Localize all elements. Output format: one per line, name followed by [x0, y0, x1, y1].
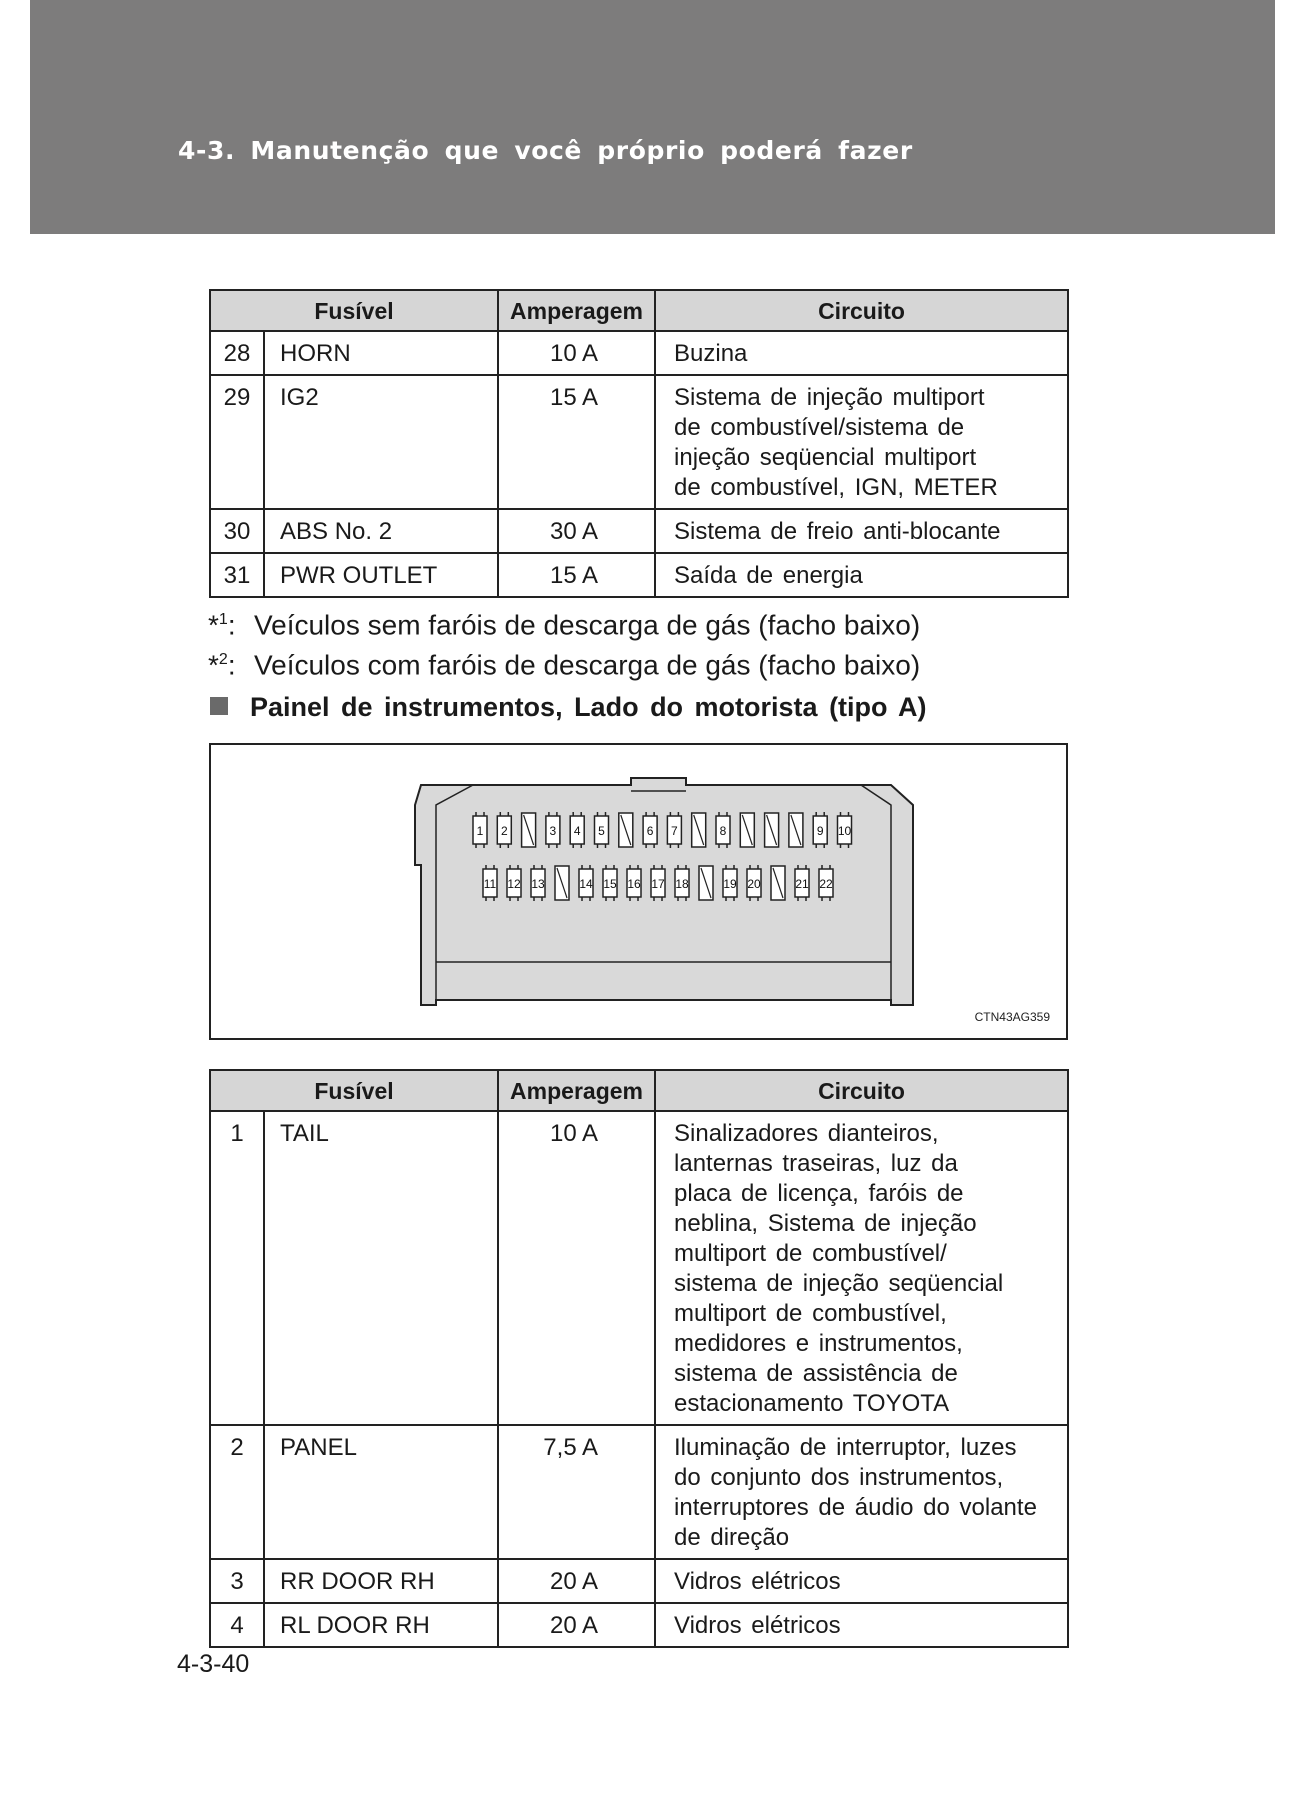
circuit-line: lanternas traseiras, luz da [674, 1150, 958, 1177]
fuse-circuit [655, 375, 1068, 509]
fuse-slot-label: 12 [507, 877, 521, 891]
footnote-text: Veículos com faróis de descarga de gás (facho baixo) [254, 649, 921, 681]
circuit-line: medidores e instrumentos, [674, 1330, 963, 1357]
fuse-slot [483, 865, 497, 901]
fuse-slot-label: 13 [531, 877, 545, 891]
circuit-line: Sinalizadores dianteiros, [674, 1120, 939, 1147]
fuse-slot-label: 6 [646, 824, 654, 838]
table-header-row [210, 290, 1068, 331]
fuse-row-bottom [483, 865, 833, 901]
header-fuse: Fusível [210, 1070, 498, 1111]
fuse-slot [716, 812, 730, 848]
circuit-line: do conjunto dos instrumentos, [674, 1464, 1004, 1491]
fuse-slot [723, 865, 737, 901]
fuse-number: 2 [210, 1425, 264, 1559]
footnote [208, 602, 920, 642]
circuit-line: de combustível/sistema de [674, 414, 965, 441]
empty-fuse-slot [765, 813, 779, 847]
empty-fuse-slot [699, 866, 713, 900]
fuse-number: 29 [210, 375, 264, 509]
fuse-circuit [655, 1425, 1068, 1559]
empty-fuse-slot [740, 813, 754, 847]
fuse-connector-drawing [211, 745, 1066, 1038]
fuse-name: RL DOOR RH [264, 1603, 498, 1647]
circuit-line: multiport de combustível, [674, 1300, 947, 1327]
fuse-slot-label: 21 [795, 877, 809, 891]
fuse-amperage: 7,5 A [498, 1425, 655, 1559]
circuit-line: placa de licença, faróis de [674, 1180, 964, 1207]
fuse-slot [813, 812, 827, 848]
fuse-slot [747, 865, 761, 901]
table-row [210, 1111, 1068, 1425]
footnote-mark [208, 642, 254, 682]
fuse-amperage: 15 A [498, 553, 655, 597]
fuse-circuit [655, 1559, 1068, 1603]
header-amperage: Amperagem [498, 1070, 655, 1111]
fuse-name: PANEL [264, 1425, 498, 1559]
empty-fuse-slot [555, 866, 569, 900]
table-row [210, 1559, 1068, 1603]
fuse-circuit [655, 331, 1068, 375]
fuse-slot-label: 17 [651, 877, 665, 891]
diagram-code: CTN43AG359 [974, 1010, 1050, 1024]
fuse-name: HORN [264, 331, 498, 375]
circuit-line: interruptores de áudio do volante [674, 1494, 1037, 1521]
fuse-number: 4 [210, 1603, 264, 1647]
fuse-slot-label: 3 [549, 824, 557, 838]
table-row [210, 331, 1068, 375]
fuse-number: 30 [210, 509, 264, 553]
fuse-slot [473, 812, 487, 848]
fuse-circuit [655, 1603, 1068, 1647]
fuse-slot [579, 865, 593, 901]
circuit-line: sistema de injeção seqüencial [674, 1270, 1004, 1297]
page-number: 4-3-40 [177, 1650, 250, 1678]
section-title [210, 692, 927, 723]
footnote-text: Veículos sem faróis de descarga de gás (facho baixo) [254, 609, 921, 641]
footnote [208, 642, 920, 682]
fuse-amperage: 20 A [498, 1559, 655, 1603]
page-header-title: 4-3. Manutenção que você próprio poderá fazer [178, 136, 913, 165]
header-band [30, 0, 1275, 234]
empty-fuse-slot [692, 813, 706, 847]
fuse-box-diagram [209, 743, 1068, 1040]
circuit-line: injeção seqüencial multiport [674, 444, 977, 471]
circuit-line: Iluminação de interruptor, luzes [674, 1434, 1017, 1461]
circuit-line: Sistema de freio anti-blocante [674, 518, 1001, 545]
circuit-line: Vidros elétricos [674, 1612, 841, 1639]
fuse-amperage: 10 A [498, 331, 655, 375]
empty-fuse-slot [522, 813, 536, 847]
footnote-sup: 1 [218, 611, 228, 628]
footnote-sup: 2 [218, 651, 228, 669]
fuse-slot-label: 2 [500, 824, 508, 838]
fuse-slot [675, 865, 689, 901]
fuse-slot [507, 865, 521, 901]
footnote-colon: : [227, 609, 236, 641]
circuit-line: Buzina [674, 340, 748, 367]
circuit-line: Vidros elétricos [674, 1568, 841, 1595]
fuse-slot-label: 10 [837, 824, 852, 838]
fuse-table-1 [209, 289, 1069, 598]
section-title-text: Painel de instrumentos, Lado do motorista (tipo A) [250, 692, 927, 722]
fuse-slot-label: 5 [598, 824, 605, 838]
table-header-row [210, 1070, 1068, 1111]
fuse-number: 1 [210, 1111, 264, 1425]
circuit-line: de direção [674, 1524, 790, 1551]
circuit-line: Sistema de injeção multiport [674, 384, 985, 411]
fuse-name: IG2 [264, 375, 498, 509]
fuse-name: PWR OUTLET [264, 553, 498, 597]
fuse-name: ABS No. 2 [264, 509, 498, 553]
footnote-colon: : [227, 649, 236, 681]
fuse-slot [651, 865, 665, 901]
table-row [210, 375, 1068, 509]
footnote-mark [208, 602, 254, 642]
fuse-number: 3 [210, 1559, 264, 1603]
fuse-slot [595, 812, 609, 848]
fuse-slot-label: 8 [719, 824, 727, 838]
table-row [210, 509, 1068, 553]
fuse-slot-label: 11 [483, 877, 497, 891]
fuse-slot-label: 18 [675, 877, 689, 891]
circuit-line: estacionamento TOYOTA [674, 1390, 950, 1417]
fuse-slot-label: 22 [819, 877, 833, 891]
fuse-slot-label: 9 [816, 824, 824, 838]
fuse-slot [546, 812, 560, 848]
table-row [210, 1425, 1068, 1559]
empty-fuse-slot [619, 813, 633, 847]
fuse-name: RR DOOR RH [264, 1559, 498, 1603]
header-circuit: Circuito [655, 290, 1068, 331]
fuse-slot-label: 1 [476, 824, 484, 838]
fuse-amperage: 20 A [498, 1603, 655, 1647]
fuse-slot [603, 865, 617, 901]
header-fuse: Fusível [210, 290, 498, 331]
fuse-slot-label: 4 [573, 824, 581, 838]
fuse-slot [643, 812, 657, 848]
fuse-slot [627, 865, 641, 901]
fuse-slot [497, 812, 511, 848]
fuse-slot-label: 20 [747, 877, 761, 891]
fuse-number: 28 [210, 331, 264, 375]
table-row [210, 553, 1068, 597]
fuse-slot [667, 812, 681, 848]
circuit-line: de combustível, IGN, METER [674, 474, 998, 501]
circuit-line: neblina, Sistema de injeção [674, 1210, 977, 1237]
fuse-circuit [655, 509, 1068, 553]
fuse-slot-label: 14 [579, 877, 593, 891]
fuse-slot-label: 19 [723, 877, 737, 891]
header-circuit: Circuito [655, 1070, 1068, 1111]
fuse-circuit [655, 553, 1068, 597]
fuse-slot-label: 7 [671, 824, 678, 838]
fuse-amperage: 15 A [498, 375, 655, 509]
fuse-slot [795, 865, 809, 901]
fuse-number: 31 [210, 553, 264, 597]
fuse-name: TAIL [264, 1111, 498, 1425]
table-row [210, 1603, 1068, 1647]
fuse-slot [838, 812, 852, 848]
footnotes [208, 602, 920, 683]
circuit-line: Saída de energia [674, 562, 863, 589]
fuse-circuit [655, 1111, 1068, 1425]
fuse-amperage: 30 A [498, 509, 655, 553]
circuit-line: sistema de assistência de [674, 1360, 958, 1387]
fuse-table-2 [209, 1069, 1069, 1648]
fuse-amperage: 10 A [498, 1111, 655, 1425]
fuse-slot-label: 16 [627, 877, 641, 891]
fuse-slot [570, 812, 584, 848]
empty-fuse-slot [771, 866, 785, 900]
fuse-slot [531, 865, 545, 901]
square-bullet-icon [210, 697, 228, 715]
header-amperage: Amperagem [498, 290, 655, 331]
empty-fuse-slot [789, 813, 803, 847]
circuit-line: multiport de combustível/ [674, 1240, 947, 1267]
fuse-slot-label: 15 [603, 877, 617, 891]
footnote-asterisk: * [208, 609, 219, 641]
footnote-asterisk: * [208, 649, 219, 681]
fuse-slot [819, 865, 833, 901]
